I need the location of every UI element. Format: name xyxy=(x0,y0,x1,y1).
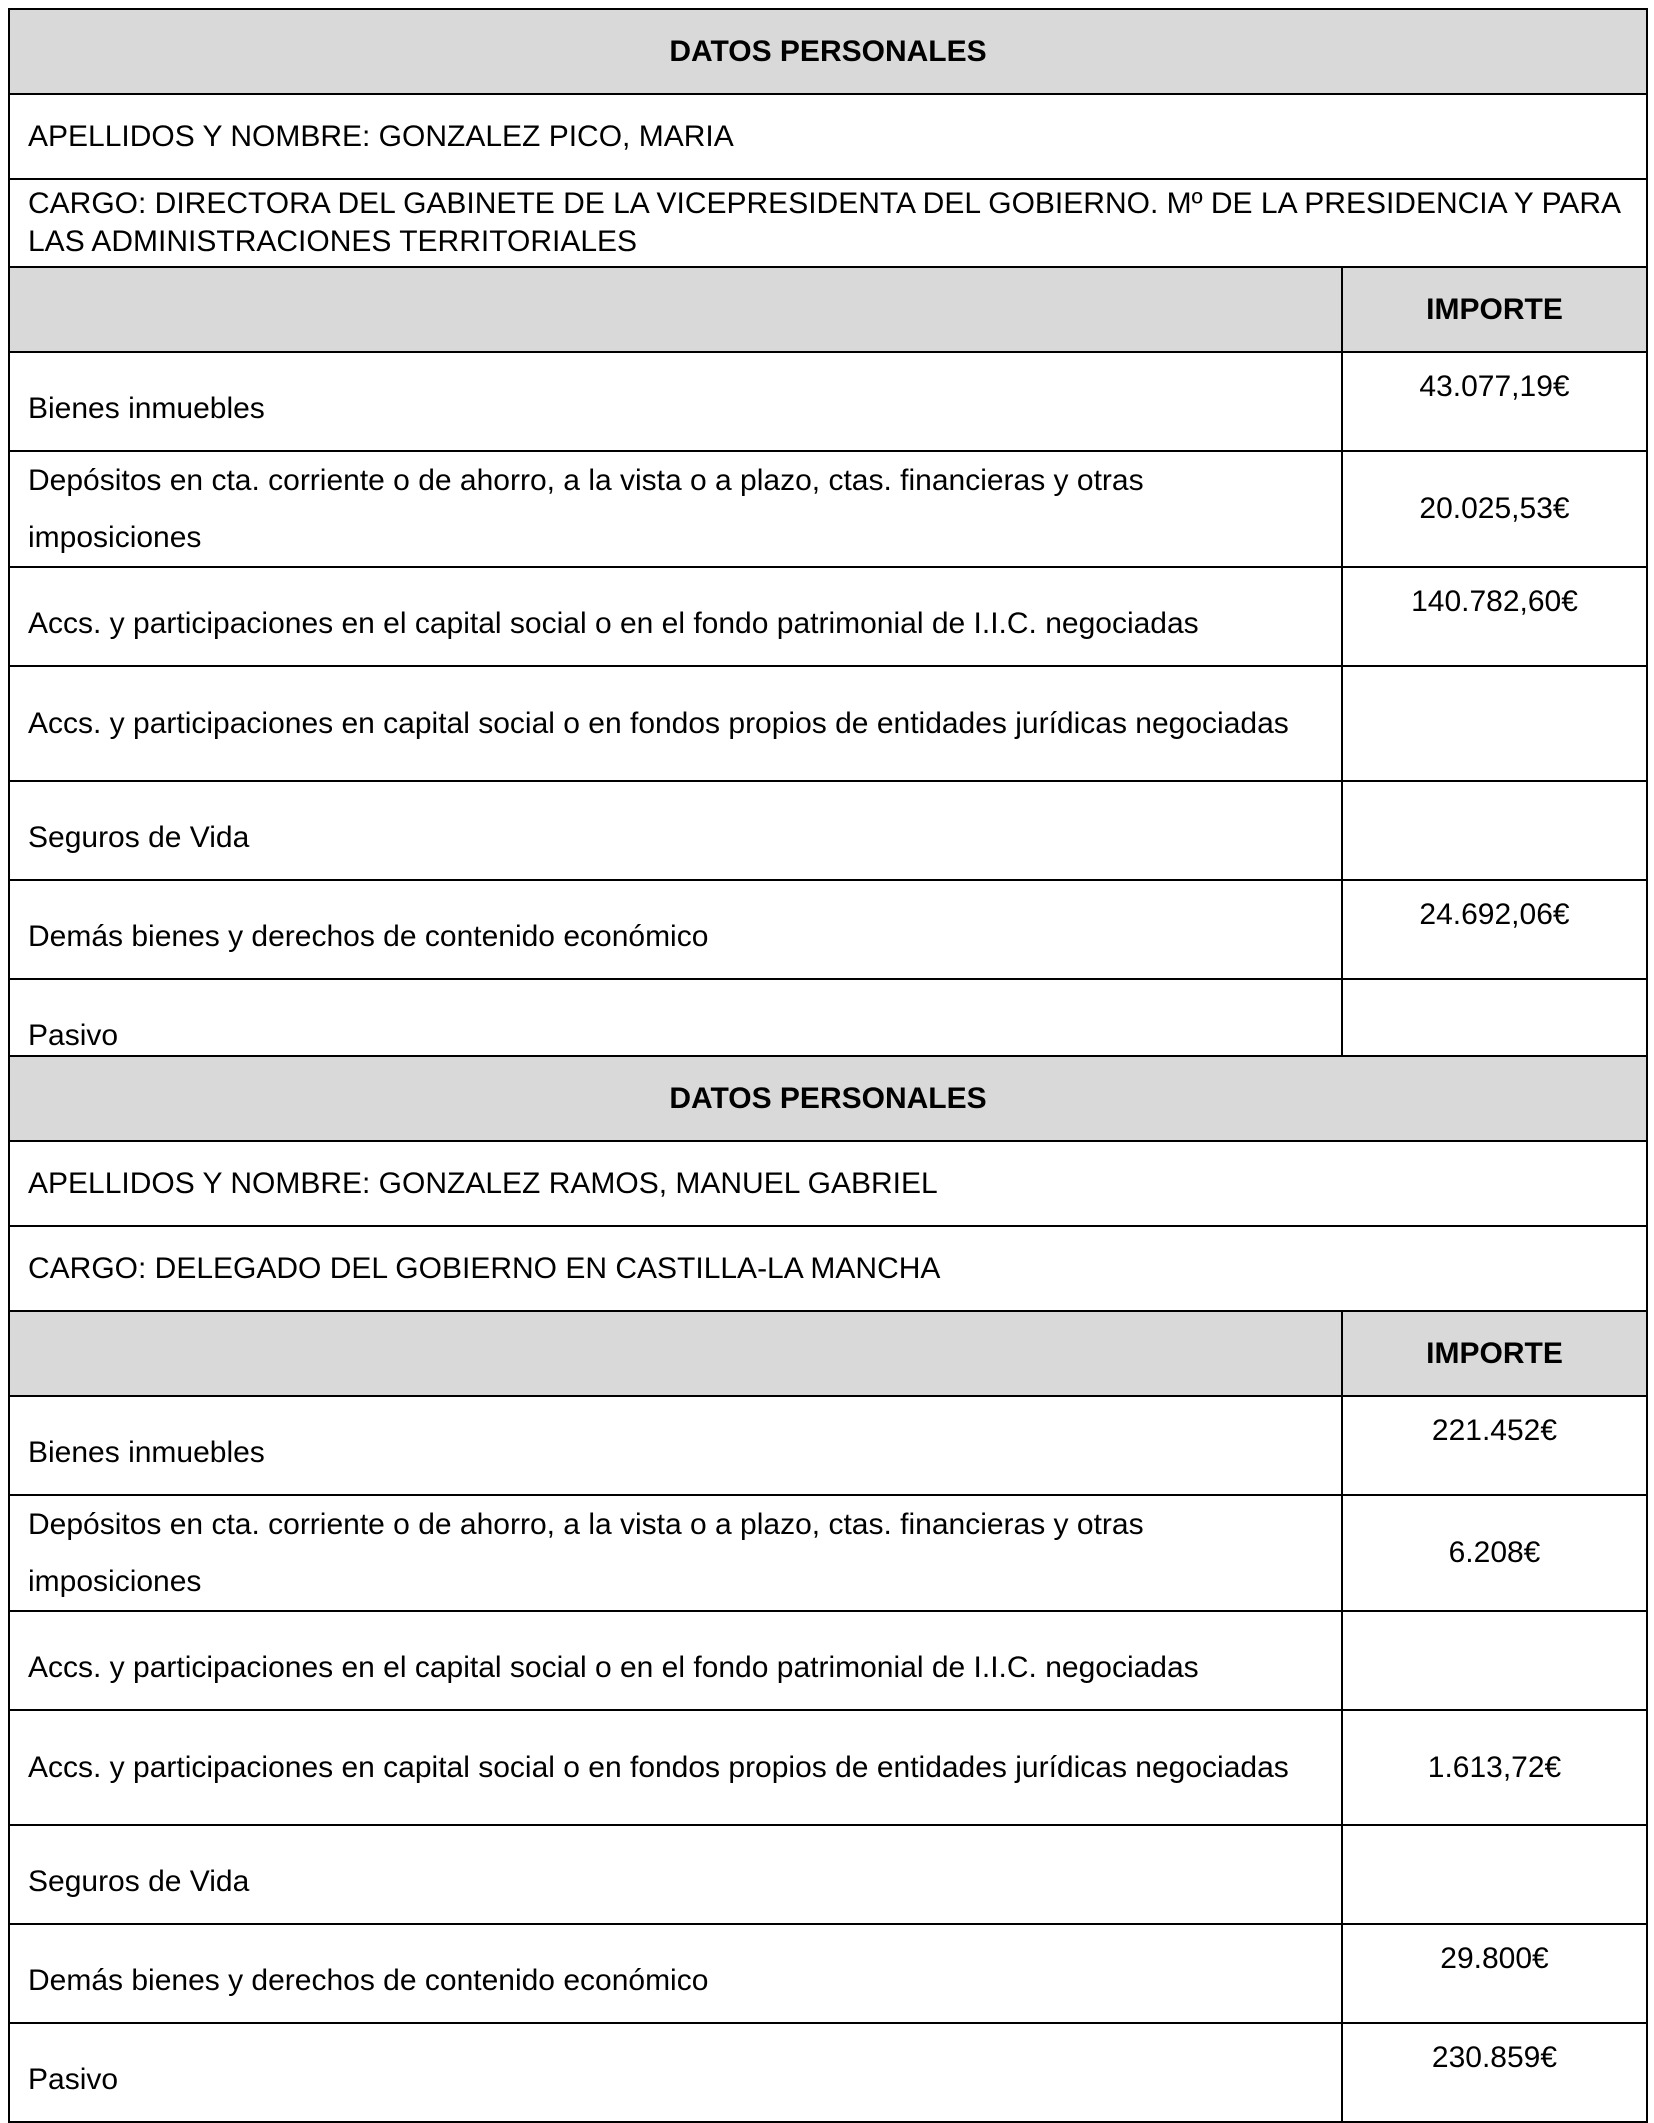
row-amount: 6.208€ xyxy=(1342,1495,1647,1611)
concept-header-cell xyxy=(9,1311,1342,1396)
row-label: Accs. y participaciones en capital social o en fondos propios de entidades jurídicas negociadas xyxy=(9,666,1342,781)
row-amount xyxy=(1342,1611,1647,1710)
row-amount xyxy=(1342,781,1647,880)
cargo-line: CARGO: DELEGADO DEL GOBIERNO EN CASTILLA-LA MANCHA xyxy=(9,1226,1647,1311)
row-label: Demás bienes y derechos de contenido económico xyxy=(9,880,1342,979)
row-amount: 1.613,72€ xyxy=(1342,1710,1647,1825)
row-label: Seguros de Vida xyxy=(9,781,1342,880)
amount-header: IMPORTE xyxy=(1342,1311,1647,1396)
declaration-table-1 xyxy=(8,8,1648,1079)
row-label: Depósitos en cta. corriente o de ahorro, a la vista o a plazo, ctas. financieras y otras imposiciones xyxy=(9,451,1342,567)
table-row xyxy=(9,781,1647,880)
row-label: Bienes inmuebles xyxy=(9,1396,1342,1495)
row-amount xyxy=(1342,666,1647,781)
table-row xyxy=(9,1611,1647,1710)
row-label: Accs. y participaciones en capital social o en fondos propios de entidades jurídicas negociadas xyxy=(9,1710,1342,1825)
name-line: APELLIDOS Y NOMBRE: GONZALEZ RAMOS, MANUEL GABRIEL xyxy=(9,1141,1647,1226)
row-amount: 29.800€ xyxy=(1342,1924,1647,2023)
section-header: DATOS PERSONALES xyxy=(9,1056,1647,1141)
row-amount: 140.782,60€ xyxy=(1342,567,1647,666)
row-amount: 43.077,19€ xyxy=(1342,352,1647,451)
row-amount: 24.692,06€ xyxy=(1342,880,1647,979)
table-row xyxy=(9,1825,1647,1924)
row-label: Accs. y participaciones en el capital social o en el fondo patrimonial de I.I.C. negociadas xyxy=(9,1611,1342,1710)
row-label: Bienes inmuebles xyxy=(9,352,1342,451)
table-row xyxy=(9,1495,1647,1611)
row-amount: 20.025,53€ xyxy=(1342,451,1647,567)
row-label: Accs. y participaciones en el capital social o en el fondo patrimonial de I.I.C. negociadas xyxy=(9,567,1342,666)
row-amount: 221.452€ xyxy=(1342,1396,1647,1495)
cargo-line: CARGO: DIRECTORA DEL GABINETE DE LA VICEPRESIDENTA DEL GOBIERNO. Mº DE LA PRESIDENCIA Y PARA LAS ADMINISTRACIONES TERRITORIALES xyxy=(9,179,1647,267)
row-label: Pasivo xyxy=(9,2023,1342,2122)
table-row xyxy=(9,1710,1647,1825)
table-row xyxy=(9,1924,1647,2023)
section-header: DATOS PERSONALES xyxy=(9,9,1647,94)
table-row xyxy=(9,451,1647,567)
declaration-table-2 xyxy=(8,1055,1648,2123)
table-row xyxy=(9,880,1647,979)
amount-header: IMPORTE xyxy=(1342,267,1647,352)
table-row xyxy=(9,352,1647,451)
row-amount: 230.859€ xyxy=(1342,2023,1647,2122)
row-label: Pasivo xyxy=(9,979,1342,1078)
row-label: Seguros de Vida xyxy=(9,1825,1342,1924)
table-row xyxy=(9,666,1647,781)
row-amount xyxy=(1342,1825,1647,1924)
row-label: Demás bienes y derechos de contenido económico xyxy=(9,1924,1342,2023)
concept-header-cell xyxy=(9,267,1342,352)
name-line: APELLIDOS Y NOMBRE: GONZALEZ PICO, MARIA xyxy=(9,94,1647,179)
table-row xyxy=(9,2023,1647,2122)
row-label: Depósitos en cta. corriente o de ahorro, a la vista o a plazo, ctas. financieras y otras imposiciones xyxy=(9,1495,1342,1611)
table-row xyxy=(9,1396,1647,1495)
table-row xyxy=(9,567,1647,666)
